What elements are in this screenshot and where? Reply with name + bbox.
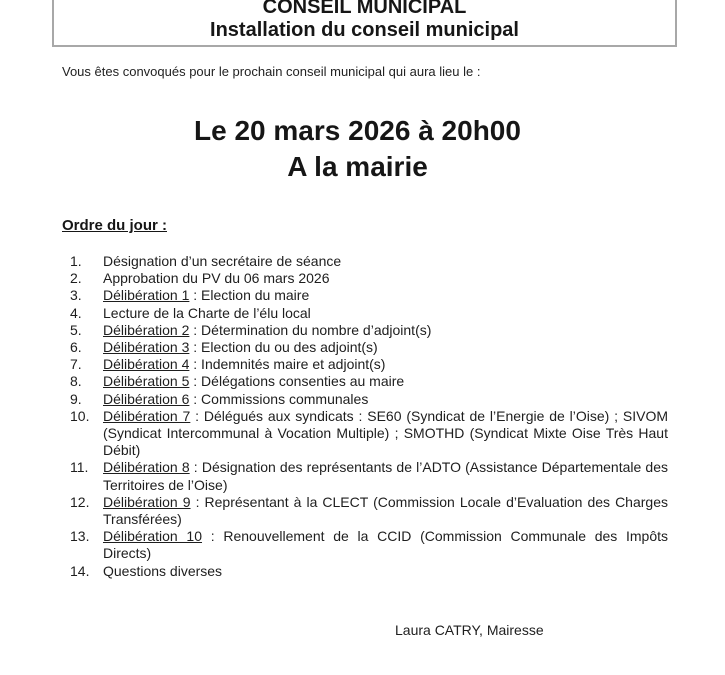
list-item — [70, 408, 668, 460]
list-item — [70, 305, 668, 322]
list-item-number: 6. — [70, 339, 82, 356]
list-item-number: 11. — [70, 459, 89, 476]
list-item — [70, 322, 668, 339]
list-item-body: : Détermination du nombre d’adjoint(s) — [189, 321, 432, 338]
list-item — [70, 356, 668, 373]
list-item-number: 13. — [70, 528, 90, 545]
list-item-text — [103, 270, 668, 287]
list-item-text — [103, 305, 668, 322]
deliberation-label: Délibération 6 — [103, 390, 190, 407]
list-item-body: : Représentant à la CLECT (Commission Locale d’Evaluation des Charges Transférées) — [103, 493, 668, 528]
list-item-number: 4. — [70, 304, 82, 321]
list-item — [70, 391, 668, 408]
list-item — [70, 494, 668, 528]
list-item-text — [103, 339, 668, 356]
list-item-text — [103, 563, 668, 580]
list-item — [70, 339, 668, 356]
list-item-number: 5. — [70, 321, 82, 338]
list-item-text — [103, 494, 668, 528]
deliberation-label: Délibération 9 — [103, 493, 191, 510]
list-item-body: : Indemnités maire et adjoint(s) — [189, 356, 386, 373]
list-item-body: : Election du maire — [189, 287, 310, 304]
deliberation-label: Délibération 5 — [103, 373, 190, 390]
deliberation-label: Délibération 10 — [103, 528, 203, 545]
list-item — [70, 459, 668, 493]
list-item-text — [103, 253, 668, 270]
list-item-body: : Election du ou des adjoint(s) — [189, 339, 378, 356]
list-item — [70, 287, 668, 304]
agenda-heading: Ordre du jour : — [62, 217, 167, 234]
agenda-list — [70, 253, 668, 580]
event-datetime: Le 20 mars 2026 à 20h00 — [194, 115, 521, 146]
list-item-number: 1. — [70, 253, 82, 269]
list-item-text — [103, 322, 668, 339]
list-item-number: 9. — [70, 390, 82, 407]
deliberation-label: Délibération 7 — [103, 407, 191, 424]
header-box — [52, 0, 677, 47]
list-item-number: 7. — [70, 356, 82, 373]
list-item-body: : Désignation des représentants de l’ADTO (Assistance Départementale des Territoires de l’Oise) — [103, 459, 668, 493]
list-item-body: : Délégués aux syndicats : SE60 (Syndicat de l’Energie de l’Oise) ; SIVOM (Syndicat Intercommunal à Vocation Multiple) ; SMOTHD (Syndicat Mixte Oise Très Haut Débit) — [103, 407, 668, 459]
list-item-number: 12. — [70, 493, 90, 510]
list-item-body: : Renouvellement de la CCID (Commission Communale des Impôts Directs) — [103, 528, 669, 562]
list-item-body: Désignation d’un secrétaire de séance — [103, 253, 342, 269]
deliberation-label: Délibération 4 — [103, 356, 190, 373]
list-item-number: 2. — [70, 270, 82, 287]
list-item-number: 8. — [70, 373, 82, 390]
event-location: A la mairie — [287, 151, 428, 182]
list-item-text — [103, 528, 668, 562]
deliberation-label: Délibération 1 — [103, 287, 190, 304]
intro-text: Vous êtes convoqués pour le prochain conseil municipal qui aura lieu le : — [62, 64, 481, 79]
list-item-text — [103, 391, 668, 408]
deliberation-label: Délibération 3 — [103, 339, 190, 356]
list-item-body: : Commissions communales — [189, 390, 369, 407]
list-item-body: Questions diverses — [103, 562, 223, 579]
event-block — [0, 113, 715, 185]
list-item-number: 14. — [70, 562, 90, 579]
list-item-text — [103, 408, 668, 460]
list-item — [70, 253, 668, 270]
list-item-number: 10. — [70, 407, 90, 424]
list-item-text — [103, 373, 668, 390]
document-subtitle: Installation du conseil municipal — [210, 19, 519, 41]
document-title: CONSEIL MUNICIPAL — [262, 0, 467, 18]
deliberation-label: Délibération 2 — [103, 321, 190, 338]
list-item-text — [103, 287, 668, 304]
list-item — [70, 270, 668, 287]
list-item — [70, 528, 668, 562]
list-item — [70, 563, 668, 580]
list-item-text — [103, 356, 668, 373]
deliberation-label: Délibération 8 — [103, 459, 190, 476]
list-item-body: Approbation du PV du 06 mars 2026 — [103, 270, 330, 287]
list-item-number: 3. — [70, 287, 82, 304]
signature: Laura CATRY, Mairesse — [395, 622, 544, 638]
list-item — [70, 373, 668, 390]
list-item-body: : Délégations consenties au maire — [189, 373, 405, 390]
list-item-body: Lecture de la Charte de l’élu local — [103, 304, 311, 321]
list-item-text — [103, 459, 668, 493]
